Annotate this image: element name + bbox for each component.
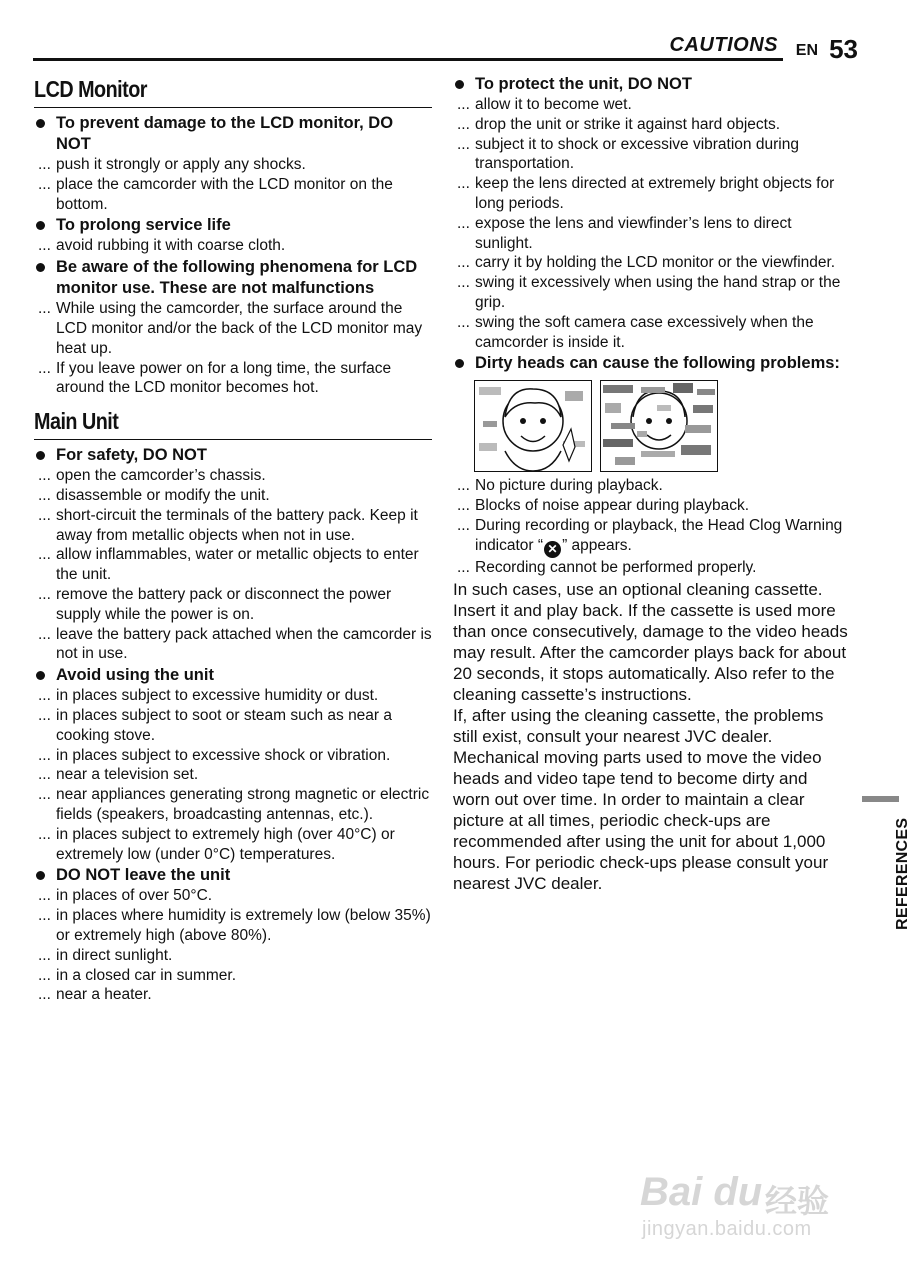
- lcd-monitor-list: [34, 113, 432, 398]
- bullet-dot-icon: [36, 263, 45, 272]
- list-item: [34, 985, 432, 1005]
- list-item: [34, 545, 432, 585]
- list-item: [34, 486, 432, 506]
- list-item: [453, 135, 848, 175]
- bullet-dot-icon: [36, 671, 45, 680]
- bullet-heading: Dirty heads can cause the following problems:: [453, 353, 848, 374]
- list-item: [453, 174, 848, 214]
- list-item-text: remove the battery pack or disconnect the power supply while the power is on.: [56, 585, 392, 623]
- ellipsis: ...: [38, 300, 51, 318]
- side-tab-bar: [862, 796, 899, 802]
- list-item-text: in places subject to excessive humidity or dust.: [56, 687, 379, 705]
- list-item-text: in places of over 50°C.: [56, 887, 213, 905]
- list-item-text: in a closed car in summer.: [56, 966, 237, 984]
- watermark: [640, 1148, 845, 1248]
- ellipsis: ...: [457, 313, 470, 331]
- list-item-text: in places subject to excessive shock or vibration.: [56, 746, 391, 764]
- list-item: [453, 496, 848, 516]
- section-title: CAUTIONS: [669, 34, 778, 56]
- ellipsis: ...: [38, 585, 51, 603]
- list-item: [34, 236, 432, 256]
- ellipsis: ...: [457, 115, 470, 133]
- bullet-dot-icon: [455, 359, 464, 368]
- list-item-text: drop the unit or strike it against hard objects.: [475, 115, 780, 133]
- list-item-text: disassemble or modify the unit.: [56, 486, 270, 504]
- header-rule: [33, 58, 783, 61]
- list-item-text: expose the lens and viewfinder’s lens to direct sunlight.: [475, 214, 792, 252]
- noisy-picture-illustration: [600, 380, 718, 472]
- ellipsis: ...: [38, 706, 51, 724]
- bullet-heading-text: For safety, DO NOT: [56, 446, 207, 465]
- bullet-heading: [34, 215, 432, 236]
- list-item-text: in direct sunlight.: [56, 946, 173, 964]
- bullet-dot-icon: [455, 80, 464, 89]
- list-item: [34, 966, 432, 986]
- list-item-text: avoid rubbing it with coarse cloth.: [56, 237, 286, 255]
- list-item-text: allow inflammables, water or metallic objects to enter the unit.: [56, 546, 419, 584]
- list-item-text: push it strongly or apply any shocks.: [56, 156, 306, 173]
- list-item-text: carry it by holding the LCD monitor or the viewfinder.: [475, 254, 836, 272]
- list-item-text: swing the soft camera case excessively when the camcorder is inside it.: [475, 313, 814, 351]
- list-item-text: in places where humidity is extremely low (below 35%) or extremely high (above 80%).: [56, 907, 431, 944]
- watermark-logo: Bai du: [640, 1170, 763, 1214]
- dirty-heads-illustrations: [474, 380, 848, 472]
- list-item: [453, 476, 848, 496]
- ellipsis: ...: [38, 625, 51, 643]
- list-item-text: place the camcorder with the LCD monitor on the bottom.: [56, 175, 393, 213]
- ellipsis: ...: [38, 687, 51, 705]
- language-code: EN: [795, 42, 818, 59]
- dirty-heads-list: [453, 353, 848, 577]
- ellipsis: ...: [38, 156, 51, 173]
- ellipsis: ...: [38, 946, 51, 964]
- list-item: [34, 746, 432, 766]
- bullet-group: [34, 445, 432, 664]
- lcd-monitor-heading: LCD Monitor: [34, 76, 147, 102]
- bullet-heading: [34, 257, 432, 299]
- ellipsis: ...: [457, 497, 470, 515]
- ellipsis: ...: [457, 135, 470, 153]
- list-item-text: open the camcorder’s chassis.: [56, 467, 266, 485]
- page-header: [33, 34, 858, 64]
- list-item-text: Blocks of noise appear during playback.: [475, 497, 749, 515]
- bullet-heading: [453, 74, 848, 95]
- list-item: [34, 625, 432, 665]
- ellipsis: ...: [38, 825, 51, 843]
- list-item-text: near a heater.: [56, 986, 152, 1004]
- main-unit-list: [34, 445, 432, 1005]
- bullet-heading: [34, 865, 432, 886]
- list-item: [34, 466, 432, 486]
- list-item-text: swing it excessively when using the hand strap or the grip.: [475, 274, 841, 311]
- bullet-heading-text: Avoid using the unit: [56, 666, 214, 685]
- ellipsis: ...: [38, 887, 51, 905]
- list-item-text: keep the lens directed at extremely bright objects for long periods.: [475, 175, 835, 212]
- list-item: [34, 585, 432, 625]
- bullet-heading-text: To prevent damage to the LCD monitor, DO NOT: [56, 114, 394, 153]
- bullet-heading: [34, 113, 432, 155]
- bullet-heading-text: Be aware of the following phenomena for LCD monitor use. These are not malfunctions: [56, 258, 418, 298]
- bullet-dot-icon: [36, 119, 45, 128]
- paragraph: If, after using the cleaning cassette, the problems still exist, consult your nearest JVC dealer.: [453, 705, 824, 746]
- bullet-dot-icon: [36, 451, 45, 460]
- ellipsis: ...: [38, 506, 51, 524]
- list-item-text: in places subject to soot or steam such as near a cooking stove.: [56, 706, 393, 744]
- list-item: [453, 115, 848, 135]
- bullet-dot-icon: [36, 871, 45, 880]
- bullet-heading-text: To protect the unit, DO NOT: [475, 75, 692, 93]
- list-item: [34, 175, 432, 215]
- list-item: [34, 946, 432, 966]
- list-item: [34, 825, 432, 865]
- list-item-text: While using the camcorder, the surface around the LCD monitor and/or the back of the LCD monitor may heat up.: [56, 300, 423, 357]
- list-item: [453, 95, 848, 115]
- ellipsis: ...: [38, 907, 51, 925]
- heading-rule: [34, 107, 432, 108]
- bullet-group: [34, 257, 432, 398]
- ellipsis: ...: [38, 986, 51, 1004]
- list-item-text: allow it to become wet.: [475, 96, 632, 113]
- ellipsis: ...: [38, 237, 51, 255]
- ellipsis: ...: [38, 746, 51, 764]
- ellipsis: ...: [38, 546, 51, 564]
- list-item: [34, 886, 432, 906]
- bullet-heading-text: To prolong service life: [56, 216, 231, 235]
- ellipsis: ...: [38, 175, 51, 193]
- list-item-text: subject it to shock or excessive vibration during transportation.: [475, 135, 799, 173]
- ellipsis: ...: [38, 966, 51, 984]
- ellipsis: ...: [457, 96, 470, 113]
- list-item-text: If you leave power on for a long time, the surface around the LCD monitor becomes hot.: [56, 359, 392, 397]
- heading-rule: [34, 439, 432, 440]
- list-item: ... During recording or playback, the Head Clog Warning indicator “ ✕ ” appears.: [457, 516, 843, 556]
- head-clog-warning-icon: ✕: [544, 541, 561, 558]
- bullet-group: [34, 215, 432, 256]
- page-number: 53: [829, 34, 858, 64]
- list-item: [453, 313, 848, 353]
- list-item: [34, 155, 432, 175]
- list-item: [34, 359, 432, 399]
- ellipsis: ...: [457, 274, 470, 292]
- list-item-text: near a television set.: [56, 766, 199, 784]
- right-column: [453, 74, 848, 894]
- watermark-text: 经验: [765, 1183, 830, 1219]
- bullet-group: [34, 113, 432, 214]
- list-item: [34, 706, 432, 746]
- list-item: [453, 214, 848, 254]
- paragraph: In such cases, use an optional cleaning cassette. Insert it and play back. If the cassette is used more than once consecutively, damage to the video heads may result. After the camcorder plays back for about 20 seconds, it stops automatically. Also refer to the cleaning cassette’s instructions.: [453, 579, 848, 704]
- ellipsis: ...: [38, 359, 51, 377]
- cleaning-instructions: [453, 579, 848, 894]
- bullet-heading-text: DO NOT leave the unit: [56, 866, 231, 885]
- main-unit-heading: Main Unit: [34, 408, 119, 435]
- list-item: [34, 686, 432, 706]
- list-item: ... Recording cannot be performed properly.: [457, 558, 757, 576]
- paragraph: Mechanical moving parts used to move the video heads and video tape tend to become dirty and worn out over time. In order to maintain a clear picture at all times, periodic check-ups are recommended after using the unit for about 1,000 hours. For periodic check-ups please consult your nearest JVC dealer.: [453, 747, 829, 893]
- bullet-group: [34, 865, 432, 1005]
- clear-picture-illustration: [474, 380, 592, 472]
- list-item-text: short-circuit the terminals of the battery pack. Keep it away from metallic objects when not in use.: [56, 506, 418, 544]
- protect-unit-list: [453, 74, 848, 352]
- watermark-url: jingyan.baidu.com: [642, 1218, 812, 1240]
- ellipsis: ...: [457, 477, 470, 495]
- ellipsis: ...: [38, 766, 51, 784]
- list-item-text: No picture during playback.: [475, 477, 663, 495]
- ellipsis: ...: [457, 175, 470, 193]
- bullet-group: [453, 74, 848, 352]
- list-item-text: near appliances generating strong magnetic or electric fields (speakers, broadcasting antennas, etc.).: [56, 786, 430, 823]
- ellipsis: ...: [38, 486, 51, 504]
- list-item: [453, 273, 848, 313]
- bullet-dot-icon: [36, 221, 45, 230]
- ellipsis: ...: [38, 786, 51, 804]
- list-item-text: leave the battery pack attached when the camcorder is not in use.: [56, 625, 432, 663]
- list-item: [34, 906, 432, 946]
- ellipsis: ...: [457, 254, 470, 272]
- list-item: [34, 506, 432, 546]
- list-item: [34, 299, 432, 358]
- list-item: [34, 785, 432, 825]
- bullet-heading: [34, 665, 432, 686]
- ellipsis: ...: [38, 467, 51, 485]
- dirty-heads-items: [453, 476, 848, 516]
- list-item: [453, 253, 848, 273]
- ellipsis: ...: [457, 214, 470, 232]
- list-item: [34, 765, 432, 785]
- list-item-text: in places subject to extremely high (over 40°C) or extremely low (under 0°C) temperatures.: [56, 825, 395, 863]
- side-tab-label: REFERENCES: [894, 817, 911, 930]
- left-column: [34, 74, 432, 1006]
- bullet-group: [34, 665, 432, 864]
- bullet-heading: [34, 445, 432, 466]
